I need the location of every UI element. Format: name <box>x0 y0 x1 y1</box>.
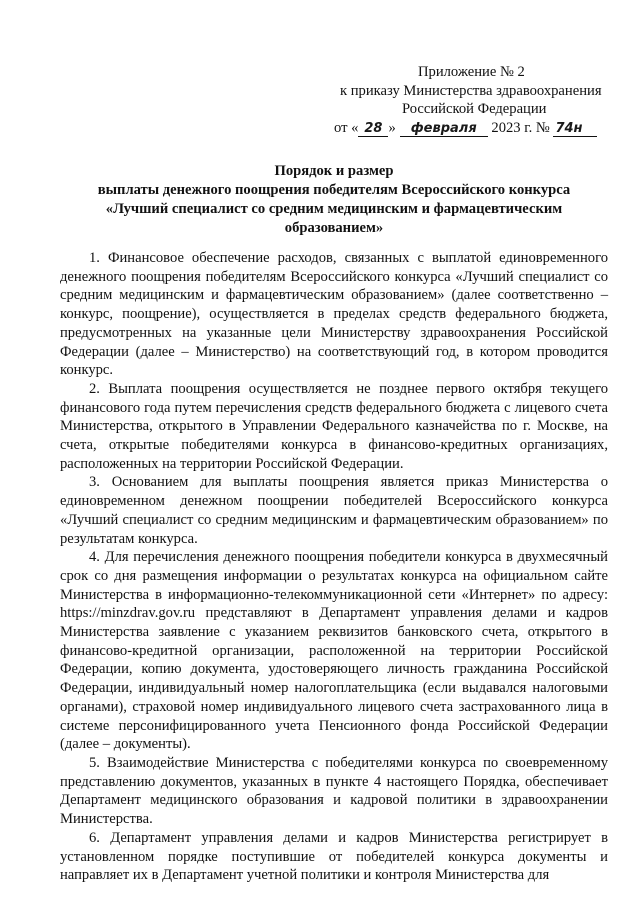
document-body <box>60 249 608 885</box>
date-prefix: от « <box>334 119 359 136</box>
paragraph-5: 5. Взаимодействие Министерства с победителями конкурса по своевременному представлению документов, указанных в пункте 4 настоящего Порядка, обеспечивает Департамент медицинского образования и кадровой политики в здравоохранении Министерства. <box>60 754 608 828</box>
paragraph-6: 6. Департамент управления делами и кадров Министерства регистрирует в установленном порядке поступившие от победителей конкурса документы и направляет их в Департамент учетной политики и контроля Министерства для <box>60 829 608 884</box>
date-year: 2023 г. № <box>491 119 550 136</box>
appendix-date-line <box>334 119 624 138</box>
paragraph-1: 1. Финансовое обеспечение расходов, связанных с выплатой единовременного денежного поощрения победителям Всероссийского конкурса «Лучший специалист со средним медицинским и фармацевтическим образованием» (далее соответственно – конкурс, поощрение), осуществляется в пределах средств федерального бюджета, предусмотренных на указанные цели Министерству здравоохранения Российской Федерации (далее – Министерство) на соответствующий год, в котором проводится конкурс. <box>60 250 608 379</box>
document-title <box>60 162 608 238</box>
order-number-handwritten: 74н <box>553 122 597 137</box>
title-line-3: «Лучший специалист со средним медицинским и фармацевтическим <box>105 201 563 217</box>
title-line-4: образованием» <box>284 220 384 236</box>
date-day-handwritten: 28 <box>358 122 388 137</box>
paragraph-4: 4. Для перечисления денежного поощрения победители конкурса в двухмесячный срок со дня размещения информации о результатах конкурса на официальном сайте Министерства в информационно-телекоммуникационной сети «Интернет» по адресу: https://minzdrav.gov.ru представляют в Департамент управления делами и кадров Министерства заявление с указанием реквизитов банковского счета, открытого в финансово-кредитной организации, расположенной на территории Российской Федерации, копию документа, удостоверяющего личность гражданина Российской Федерации, индивидуальный номер налогоплательщика (если выдавался налоговыми органами), страховой номер индивидуального лицевого счета застрахованного лица в системе персонифицированного учета Пенсионного фонда Российской Федерации (далее – документы). <box>60 549 608 753</box>
appendix-order-ref: к приказу Министерства здравоохранения <box>340 82 602 99</box>
paragraph-3: 3. Основанием для выплаты поощрения является приказ Министерства о единовременном денежном поощрении победителей Всероссийского конкурса «Лучший специалист со средним медицинским и фармацевтическим образованием» по результатам конкурса. <box>60 474 608 547</box>
appendix-header <box>334 63 624 137</box>
date-month-handwritten: февраля <box>400 122 488 137</box>
appendix-country: Российской Федерации <box>402 101 547 117</box>
title-line-1: Порядок и размер <box>274 163 394 179</box>
date-close-quote: » <box>388 119 396 136</box>
title-line-2: выплаты денежного поощрения победителям Всероссийского конкурса <box>97 182 571 198</box>
paragraph-2: 2. Выплата поощрения осуществляется не позднее первого октября текущего финансового года путем перечисления средств федерального бюджета с лицевого счета Министерства, открытого в Управлении Федерального казначейства по г. Москве, на счета, открытые победителями конкурса в финансово-кредитных организациях, расположенных на территории Российской Федерации. <box>60 380 608 472</box>
appendix-number: Приложение № 2 <box>418 64 525 80</box>
